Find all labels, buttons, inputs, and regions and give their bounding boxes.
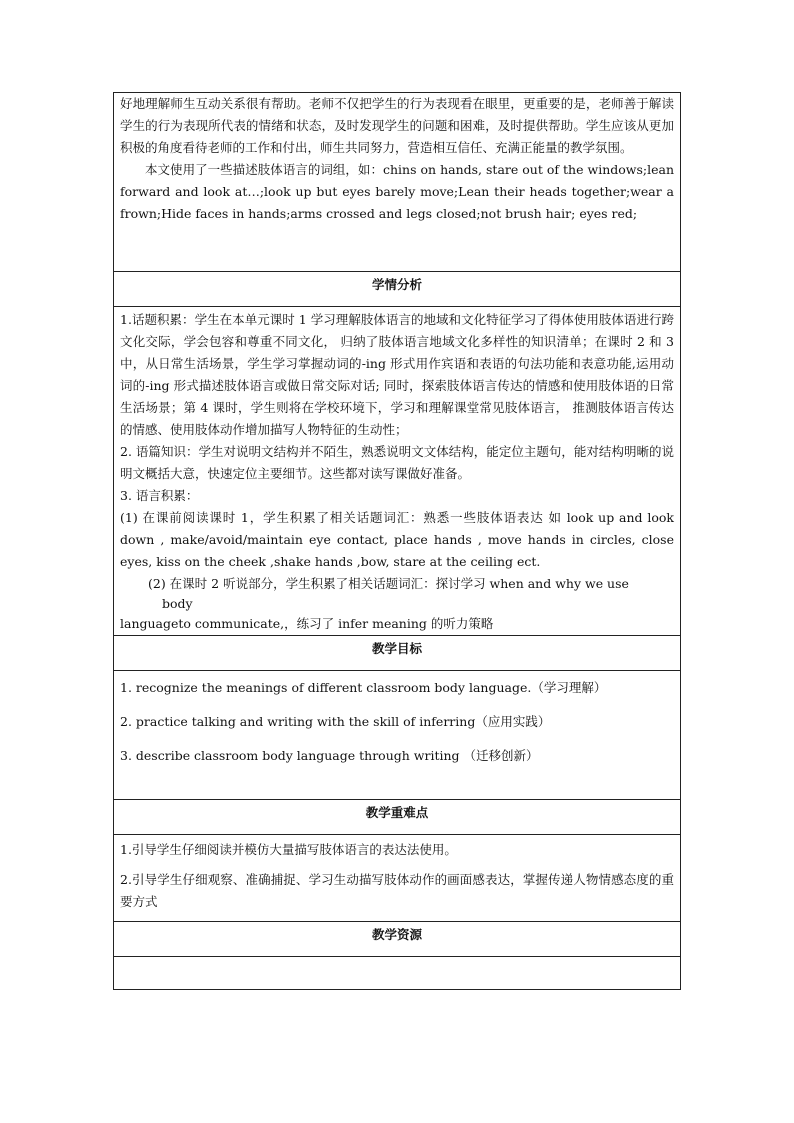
teaching-goal-2: 2. practice talking and writing with the skill of inferring（应用实践） bbox=[120, 714, 551, 729]
key-point-1: 1.引导学生仔细阅读并模仿大量描写肢体语言的表达法使用。 bbox=[120, 842, 457, 857]
learner-analysis-header-row bbox=[114, 272, 681, 307]
intro-cell bbox=[114, 93, 681, 272]
key-points-header: 教学重难点 bbox=[114, 800, 681, 835]
learner-analysis-header: 学情分析 bbox=[114, 272, 681, 307]
resources-header-row bbox=[114, 922, 681, 957]
teaching-goals-row bbox=[114, 671, 681, 800]
teaching-goals-header-row bbox=[114, 636, 681, 671]
learner-analysis-item-3-sub-2-line-1: (2) 在课时 2 听说部分，学生积累了相关话题词汇：探讨学习 when and why we use bbox=[148, 576, 629, 591]
key-points-row bbox=[114, 835, 681, 922]
learner-analysis-cell bbox=[114, 307, 681, 636]
learner-analysis-item-2: 2. 语篇知识：学生对说明文结构并不陌生，熟悉说明文文体结构，能定位主题句，能对结构明晰的说明文概括大意，快速定位主要细节。这些都对读写课做好准备。 bbox=[120, 444, 674, 481]
lesson-plan-table bbox=[113, 92, 681, 990]
key-points-cell bbox=[114, 835, 681, 922]
teaching-goals-header: 教学目标 bbox=[114, 636, 681, 671]
learner-analysis-row bbox=[114, 307, 681, 636]
key-point-2: 2.引导学生仔细观察、准确捕捉、学习生动描写肢体动作的画面感表达，掌握传递人物情感态度的重要方式 bbox=[120, 872, 674, 909]
learner-analysis-item-1: 1.话题积累：学生在本单元课时 1 学习理解肢体语言的地域和文化特征学习了得体使用肢体语进行跨文化交际，学会包容和尊重不同文化， 归纳了肢体语言地域文化多样性的知识清单；在课时 2 和 3 中，从日常生活场景，学生学习掌握动词的-ing 形式用作宾语和表语的句法功能和表意功能,运用动词的-ing 形式描述肢体语言或做日常交际对话; 同时，探索肢体语言传达的情感和使用肢体语的日常生活场景；第 4 课时，学生则将在学校环境下，学习和理解课堂常见肢体语言， 推测肢体语言传达的情感、使用肢体动作增加描写人物特征的生动性； bbox=[120, 312, 674, 437]
teaching-goals-cell bbox=[114, 671, 681, 800]
learner-analysis-item-3-sub-2-line-3: languageto communicate,，练习了 infer meaning 的听力策略 bbox=[120, 616, 494, 631]
key-points-header-row bbox=[114, 800, 681, 835]
learner-analysis-item-3-sub-2-line-2: body bbox=[162, 596, 193, 611]
teaching-goal-1: 1. recognize the meanings of different classroom body language.（学习理解） bbox=[120, 680, 607, 695]
intro-paragraph-2: 本文使用了一些描述肢体语言的词组，如：chins on hands, stare out of the windows;lean forward and look at…;look up but eyes barely move;Lean their heads together;wear a frown;Hide faces in hands;arms crossed and legs closed;not brush hair; eyes red; bbox=[120, 162, 674, 221]
intro-paragraph-1: 好地理解师生互动关系很有帮助。老师不仅把学生的行为表现看在眼里，更重要的是，老师善于解读学生的行为表现所代表的情绪和状态，及时发现学生的问题和困难，及时提供帮助。学生应该从更加积极的角度看待老师的工作和付出，师生共同努力，营造相互信任、充满正能量的教学氛围。 bbox=[120, 96, 674, 155]
teaching-goal-3: 3. describe classroom body language through writing （迁移创新） bbox=[120, 748, 539, 763]
resources-header: 教学资源 bbox=[114, 922, 681, 957]
learner-analysis-item-3-sub-1: (1) 在课前阅读课时 1，学生积累了相关话题词汇：熟悉一些肢体语表达 如 look up and look down , make/avoid/maintain eye contact, place hands , move hands in circles, close eyes, kiss on the cheek ,shake hands ,bow, stare at the ceiling ect. bbox=[120, 510, 674, 569]
intro-row bbox=[114, 93, 681, 272]
resources-cell bbox=[114, 957, 681, 990]
learner-analysis-item-3-title: 3. 语言积累： bbox=[120, 488, 199, 503]
resources-row bbox=[114, 957, 681, 990]
